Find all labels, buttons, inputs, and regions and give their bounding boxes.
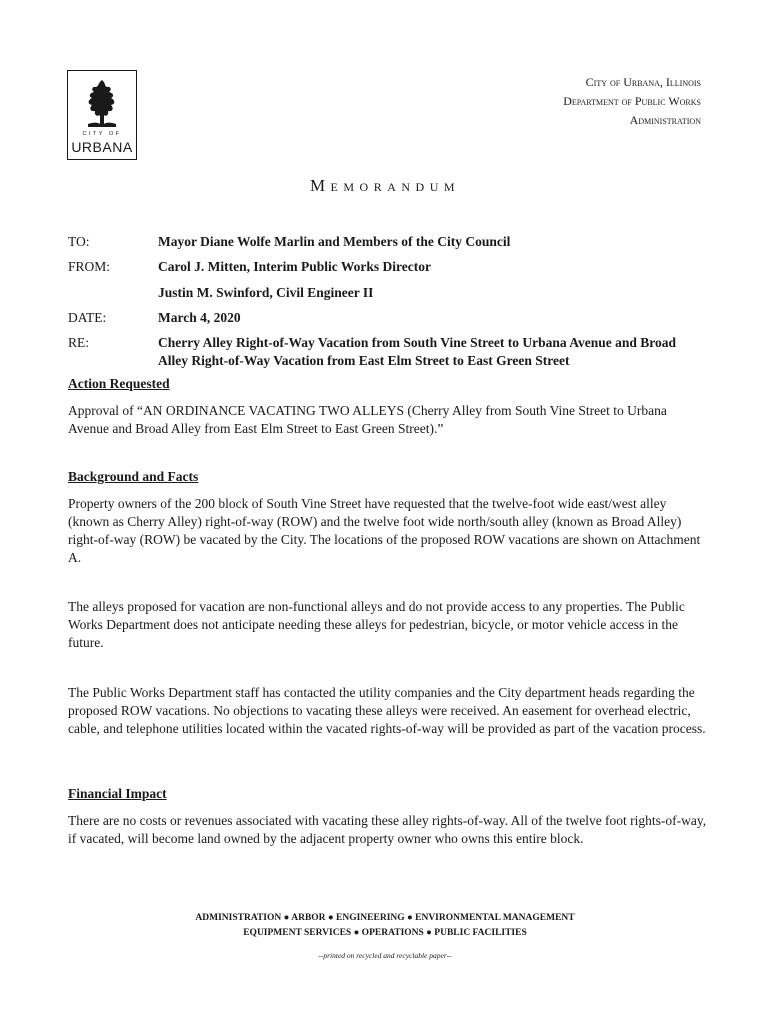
dept-line-division: Administration <box>629 113 701 127</box>
re-label: RE: <box>68 335 90 350</box>
dept-line-department: Department of Public Works <box>563 94 701 108</box>
background-paragraph-2: The alleys proposed for vacation are non-functional alleys and do not provide access to any properties. The Public Works Department does not anticipate needing these alleys for pedestrian, bicycle, or motor vehicle access in the future. <box>68 599 685 650</box>
from-label: FROM: <box>68 259 111 274</box>
date-label: DATE: <box>68 310 107 325</box>
from-value-2: Justin M. Swinford, Civil Engineer II <box>158 285 374 300</box>
department-heading <box>563 73 701 130</box>
background-heading: Background and Facts <box>68 469 199 484</box>
background-paragraph-3: The Public Works Department staff has contacted the utility companies and the City department heads regarding the proposed ROW vacations. No objections to vacating these alleys were received. An easement for overhead electric, cable, and telephone utilities located within the vacated rights-of-way will be provided as part of the vacation process. <box>68 685 706 736</box>
memo-title: Memorandum <box>309 176 461 195</box>
action-requested-text: Approval of “AN ORDINANCE VACATING TWO ALLEYS (Cherry Alley from South Vine Street to Urbana Avenue and Broad Alley from East Elm Street to East Green Street).” <box>68 403 667 436</box>
background-paragraph-1: Property owners of the 200 block of South Vine Street have requested that the twelve-foot wide east/west alley (known as Cherry Alley) right-of-way (ROW) and the twelve foot wide north/south alley (known as Broad Alley) right-of-way (ROW) be vacated by the City. The locations of the proposed ROW vacations are shown on Attachment A. <box>68 496 701 565</box>
logo-big-text: URBANA <box>71 139 133 155</box>
financial-impact-text: There are no costs or revenues associated with vacating these alley rights-of-way. All of the twelve foot rights-of-way, if vacated, will become land owned by the adjacent property owner who owns this entire block. <box>68 813 707 846</box>
to-label: TO: <box>68 234 90 249</box>
date-value: March 4, 2020 <box>158 310 241 325</box>
from-value-1: Carol J. Mitten, Interim Public Works Director <box>158 259 431 274</box>
footer-divisions-line-2: EQUIPMENT SERVICES ● OPERATIONS ● PUBLIC FACILITIES <box>243 928 527 938</box>
footer-recycled-note: --printed on recycled and recyclable paper-- <box>318 951 452 960</box>
re-value: Cherry Alley Right-of-Way Vacation from South Vine Street to Urbana Avenue and Broad Alley Right-of-Way Vacation from East Elm Street to East Green Street <box>158 335 677 368</box>
to-value: Mayor Diane Wolfe Marlin and Members of the City Council <box>158 234 511 249</box>
footer-divisions-line-1: ADMINISTRATION ● ARBOR ● ENGINEERING ● ENVIRONMENTAL MANAGEMENT <box>195 913 575 923</box>
logo-small-text: CITY OF <box>82 131 122 137</box>
city-logo <box>67 70 137 160</box>
dept-line-city: City of Urbana, Illinois <box>585 75 701 89</box>
financial-impact-heading: Financial Impact <box>68 786 167 801</box>
action-requested-heading: Action Requested <box>68 376 170 391</box>
oak-leaf-icon <box>84 78 120 130</box>
